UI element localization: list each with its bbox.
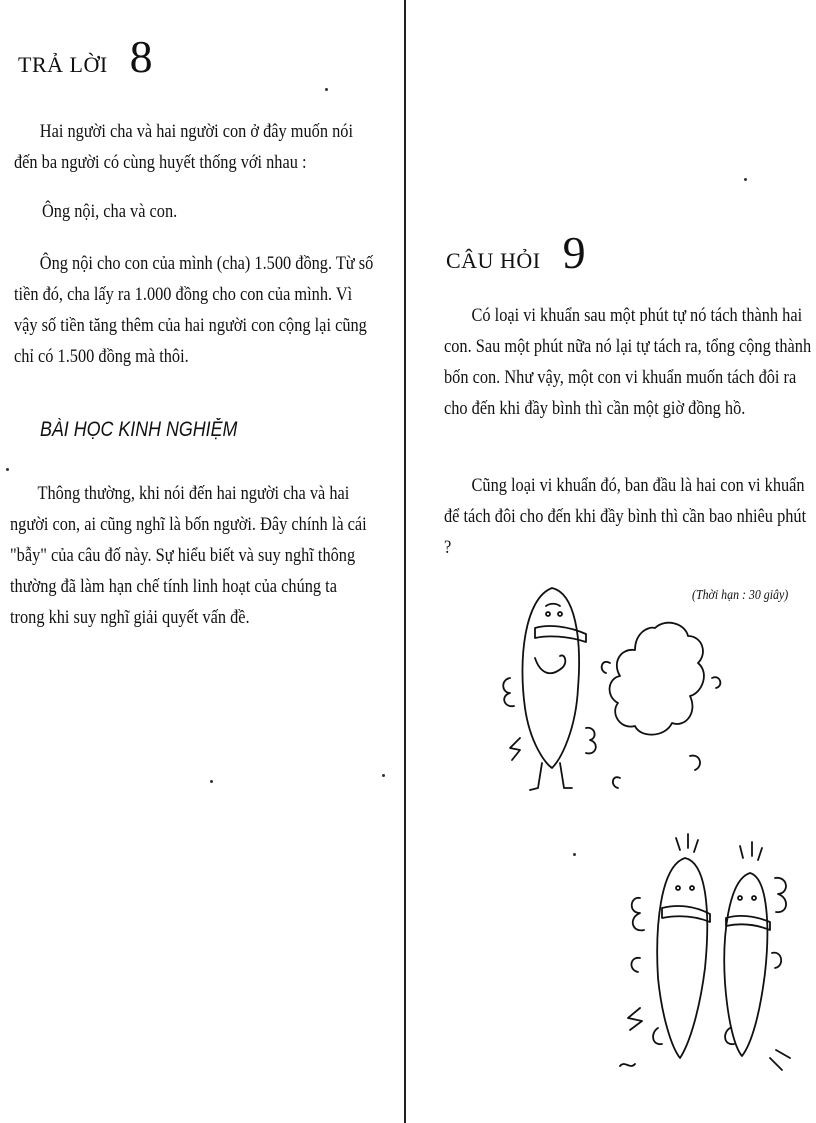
lesson-title: BÀI HỌC KINH NGHIỆM: [40, 418, 238, 441]
answer-heading: [18, 30, 153, 83]
bacterium-right-body: [724, 873, 767, 1056]
bacterium-left-body: [657, 858, 707, 1058]
question-paragraph-1: Có loại vi khuẩn sau một phút tự nó tách thành hai con. Sau một phút nữa nó lại tự tách ra, tổng cộng thành bốn con. Như vậy, một con vi khuẩn muốn tách đôi ra cho đến khi đầy bình thì cần một giờ đồng hồ.: [444, 305, 812, 419]
question-heading: [446, 226, 586, 279]
question-heading-word: CÂU HỎI: [446, 248, 541, 273]
bacterium-body: [522, 588, 579, 768]
scan-speck: [6, 468, 9, 471]
book-spine-divider: [404, 0, 406, 1123]
scan-speck: [382, 774, 385, 777]
bacterium-headband: [535, 626, 586, 642]
scan-speck: [573, 853, 576, 856]
answer-paragraph-1: Hai người cha và hai người con ở đây muốn nói đến ba người có cùng huyết thống với nhau :: [14, 121, 353, 173]
two-bacteria-illustration: [600, 818, 816, 1088]
answer-paragraph-3: Ông nội cho con của mình (cha) 1.500 đồng. Từ số tiền đó, cha lấy ra 1.000 đồng cho con của mình. Vì vậy số tiền tăng thêm của hai người con cộng lại cũng chỉ có 1.500 đồng mà thôi.: [14, 253, 374, 367]
scan-speck: [744, 178, 747, 181]
empty-cloud: [610, 623, 704, 735]
scan-speck: [210, 780, 213, 783]
answer-number: 8: [129, 31, 153, 82]
time-limit-note: (Thời hạn : 30 giây): [692, 588, 789, 603]
lesson-paragraph: Thông thường, khi nói đến hai người cha và hai người con, ai cũng nghĩ là bốn người. Đây chính là cái "bẫy" của câu đố này. Sự hiểu biết và suy nghĩ thông thường đã làm hạn chế tính linh hoạt của chúng ta trong khi suy nghĩ giải quyết vấn đề.: [10, 483, 367, 628]
question-number: 9: [562, 227, 586, 278]
question-paragraph-2: Cũng loại vi khuẩn đó, ban đầu là hai con vi khuẩn để tách đôi cho đến khi đầy bình thì cần bao nhiêu phút ?: [444, 475, 807, 558]
answer-heading-word: TRẢ LỜI: [18, 52, 108, 77]
answer-paragraph-2: Ông nội, cha và con.: [42, 201, 178, 222]
scan-speck: [325, 88, 328, 91]
single-bacterium-illustration: [490, 578, 730, 803]
